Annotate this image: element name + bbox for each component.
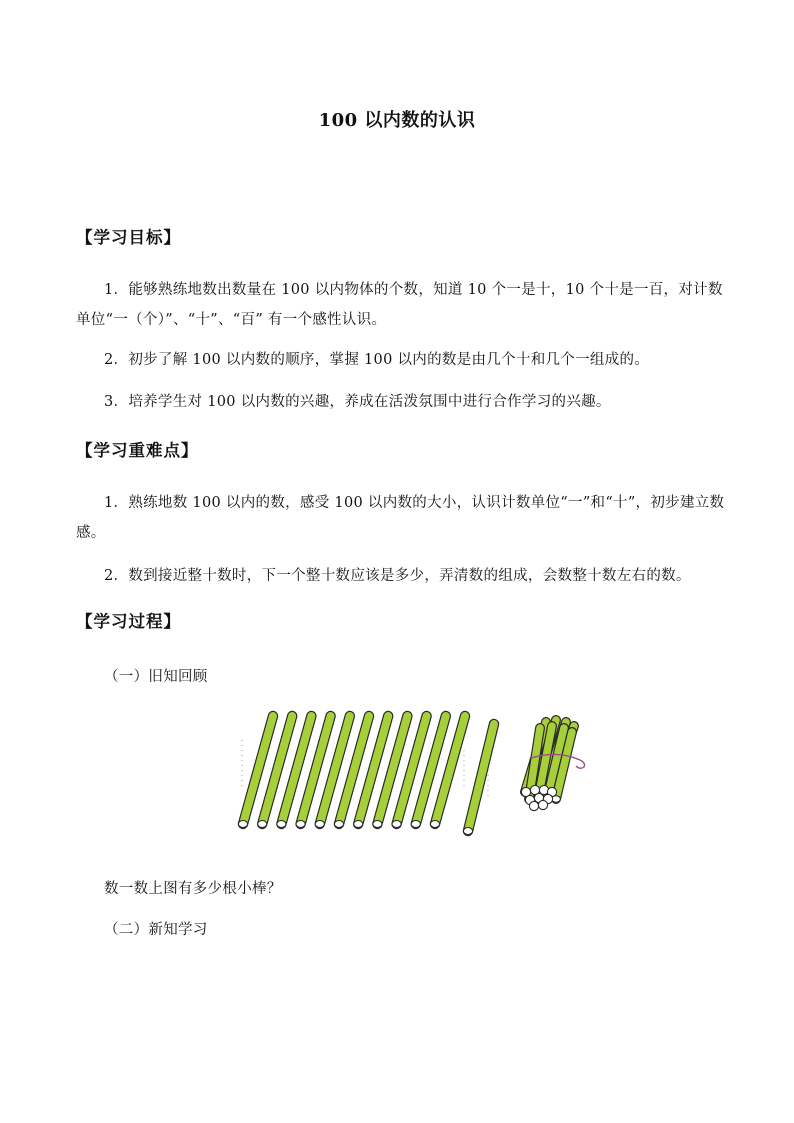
heading-key-points: 【学习重难点】	[76, 441, 199, 460]
single-stick-group	[463, 724, 494, 835]
keypoint-item-1: 1．熟练地数 100 以内的数，感受 100 以内数的大小，认识计数单位“一”和“十”，初步建立数感。	[76, 495, 725, 541]
question-count-sticks: 数一数上图有多少根小棒？	[104, 881, 282, 897]
page-title: 100 以内数的认识	[318, 110, 476, 131]
heading-learning-goals: 【学习目标】	[76, 228, 181, 247]
subheading-review: （一）旧知回顾	[104, 669, 208, 685]
keypoint-item-2: 2．数到接近整十数时，下一个整十数应该是多少，弄清数的组成，会数整十数左右的数。	[104, 568, 691, 584]
bundle-stick-end	[538, 800, 547, 809]
goal-item-2: 2．初步了解 100 以内数的顺序，掌握 100 以内的数是由几个十和几个一组成的。	[104, 352, 650, 368]
goal-item-3: 3．培养学生对 100 以内数的兴趣，养成在活泼氛围中进行合作学习的兴趣。	[104, 394, 611, 410]
subheading-new-learning: （二）新知学习	[104, 922, 208, 938]
heading-learning-process: 【学习过程】	[76, 612, 181, 631]
counting-sticks-figure	[228, 700, 598, 845]
single-stick	[463, 724, 494, 835]
loose-sticks-group	[238, 716, 465, 828]
goal-item-1: 1．能够熟练地数出数量在 100 以内物体的个数，知道 10 个一是十，10 个十是一百，对计数单位“一（个）”、“十”、“百” 有一个感性认识。	[76, 282, 723, 328]
bundle-stick-end	[529, 801, 538, 810]
stick-bundle	[521, 720, 585, 811]
